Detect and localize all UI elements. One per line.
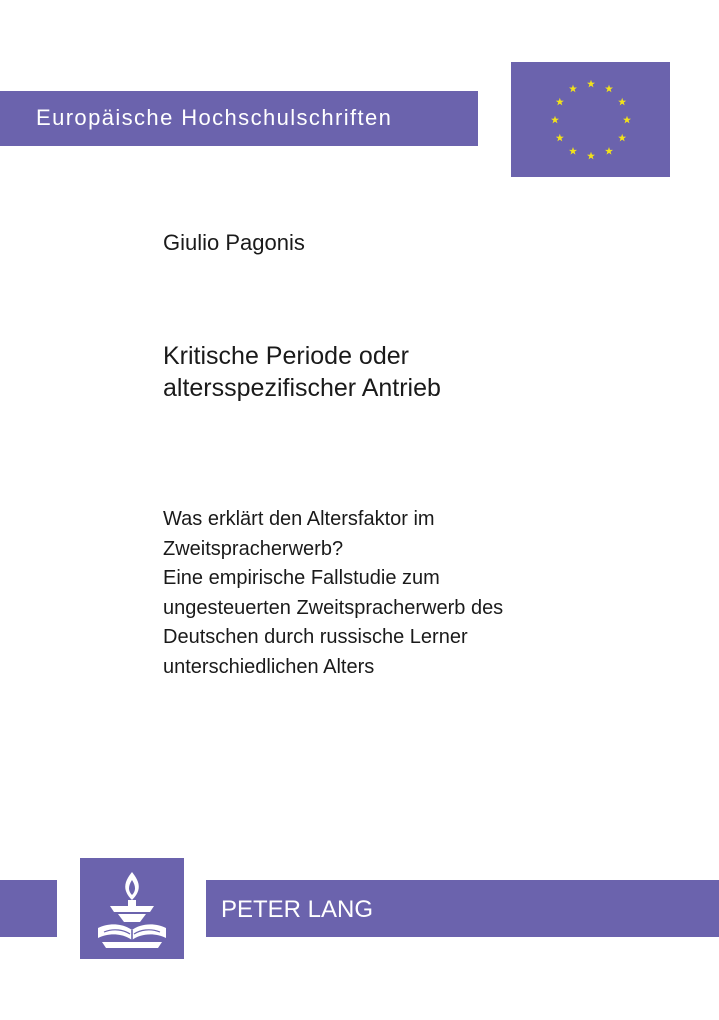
eu-flag (511, 62, 670, 177)
book-subtitle-line: Was erklärt den Altersfaktor im (163, 508, 435, 530)
book-title-line: Kritische Periode oder (163, 342, 409, 370)
publisher-name: PETER LANG (221, 896, 374, 923)
book-title (163, 340, 683, 404)
eu-star (556, 134, 564, 142)
eu-star (605, 147, 613, 155)
eu-star (587, 152, 595, 160)
eu-star (556, 98, 564, 106)
book-subtitle-line: Deutschen durch russische Lerner (163, 626, 468, 648)
eu-star (605, 85, 613, 93)
book-title-line: altersspezifischer Antrieb (163, 374, 441, 402)
book-subtitle-line: Eine empirische Fallstudie zum (163, 567, 440, 589)
eu-stars-icon (511, 62, 670, 177)
eu-star (551, 116, 559, 124)
author-name: Giulio Pagonis (163, 230, 305, 255)
eu-star (618, 134, 626, 142)
publisher-logo (80, 858, 184, 959)
eu-star (618, 98, 626, 106)
eu-star (569, 85, 577, 93)
eu-star (569, 147, 577, 155)
book-subtitle (163, 505, 683, 682)
peter-lang-lamp-icon (80, 858, 184, 959)
series-title: Europäische Hochschulschriften (36, 105, 393, 130)
book-subtitle-line: unterschiedlichen Alters (163, 655, 375, 678)
eu-star (623, 116, 631, 124)
eu-star (587, 80, 595, 88)
book-subtitle-line: Zweitspracherwerb? (163, 537, 344, 560)
publisher-band-left (0, 880, 57, 937)
book-subtitle-line: ungesteuerten Zweitspracherwerb des (163, 596, 504, 619)
